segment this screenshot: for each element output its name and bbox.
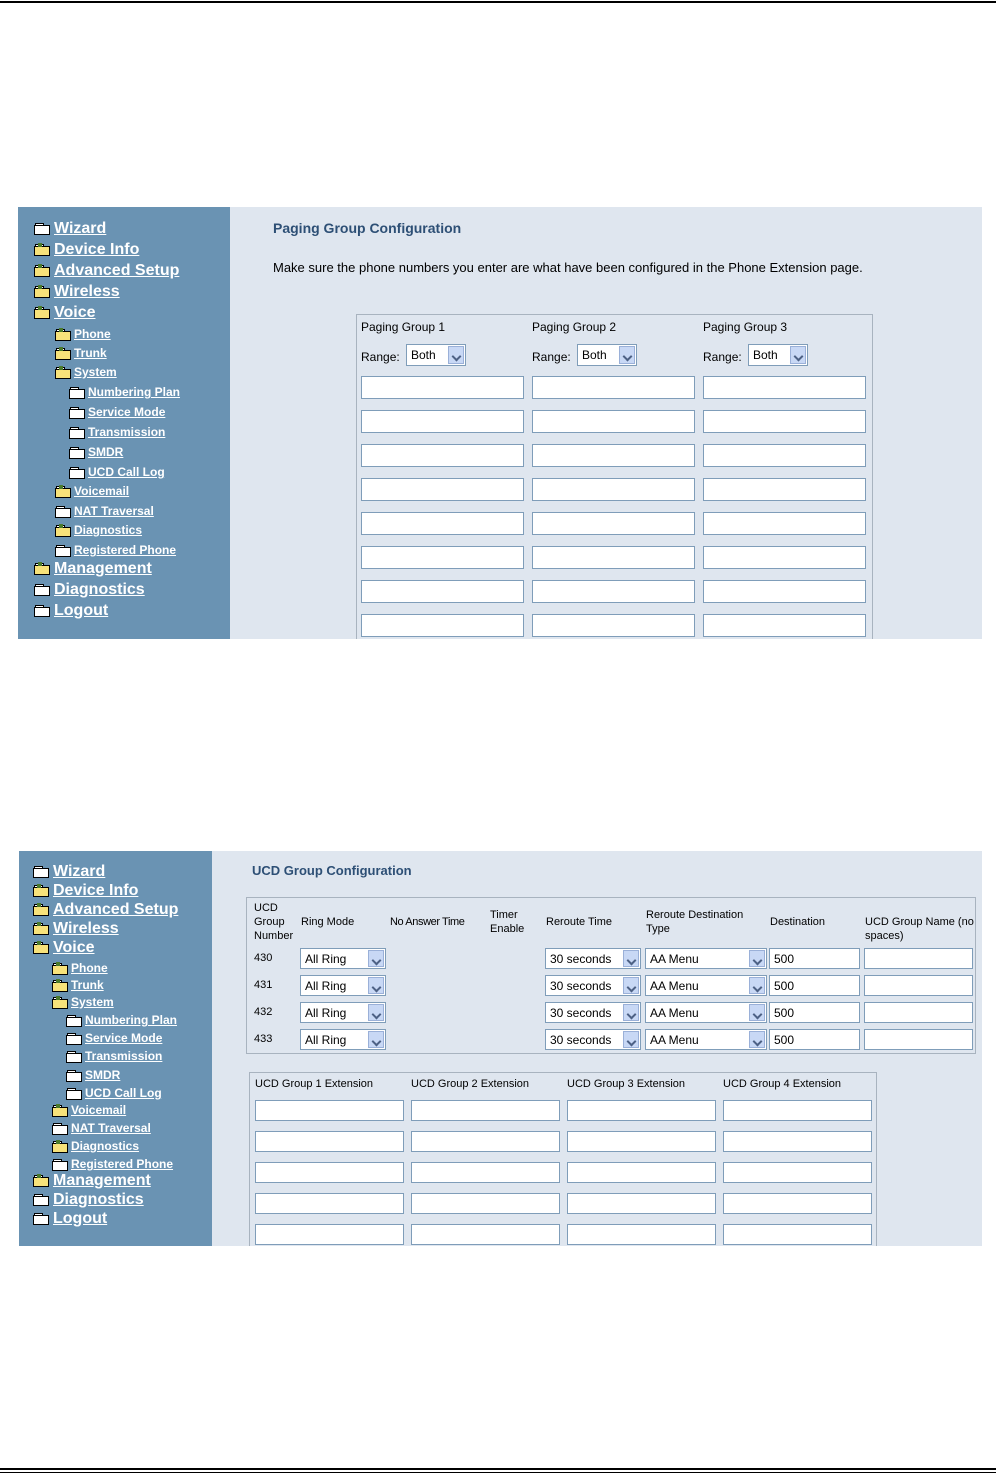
folder-open-icon	[34, 244, 50, 256]
header-ring-mode: Ring Mode	[301, 916, 355, 928]
folder-icon	[52, 1123, 67, 1134]
ucd-extension-header: UCD Group 1 Extension	[255, 1078, 373, 1090]
paging-number-input[interactable]	[703, 376, 866, 399]
ring-mode-select-value: All Ring	[305, 1033, 347, 1047]
chevron-down-icon	[623, 1031, 639, 1048]
nav-device-info[interactable]	[33, 882, 138, 900]
folder-open-icon	[55, 329, 70, 340]
folder-icon	[55, 506, 70, 517]
folder-body	[34, 607, 50, 617]
nav-label: Diagnostics	[74, 523, 143, 537]
nav-label: Registered Phone	[74, 543, 177, 557]
paging-number-input[interactable]	[532, 444, 695, 467]
nav-wizard[interactable]	[34, 220, 106, 238]
folder-body	[69, 429, 85, 439]
nav-diagnostics-sub[interactable]	[52, 1139, 139, 1153]
folder-body	[55, 508, 71, 518]
paging-number-input[interactable]	[532, 410, 695, 433]
ucd-group-name-input[interactable]	[864, 1029, 973, 1050]
folder-icon	[69, 427, 84, 438]
nav-label: Advanced Setup	[53, 901, 179, 918]
ucd-group-name-input[interactable]	[864, 1002, 973, 1023]
ucd-extension-input[interactable]	[411, 1193, 560, 1214]
reroute-time-select[interactable]	[545, 1029, 641, 1050]
nav-label: Logout	[54, 602, 109, 619]
folder-open-icon	[33, 923, 49, 935]
folder-body	[34, 267, 50, 277]
paging-main	[230, 207, 982, 639]
nav-label: Management	[54, 560, 152, 577]
nav-wizard[interactable]	[33, 863, 105, 881]
ucd-extension-input[interactable]	[411, 1162, 560, 1183]
nav-phone[interactable]	[55, 327, 111, 341]
reroute-destination-select[interactable]	[645, 975, 767, 996]
ring-mode-select[interactable]	[300, 975, 386, 996]
ucd-extension-input[interactable]	[255, 1131, 404, 1152]
reroute-destination-select[interactable]	[645, 1029, 767, 1050]
reroute-destination-select-value: AA Menu	[650, 979, 699, 993]
nav-voice[interactable]	[34, 304, 96, 322]
folder-body	[52, 1143, 68, 1153]
paging-number-input[interactable]	[703, 614, 866, 637]
nav-label: Voicemail	[71, 1103, 127, 1117]
ring-mode-select-value: All Ring	[305, 979, 347, 993]
nav-label: Management	[53, 1172, 151, 1189]
ucd-group-number: 433	[254, 1033, 273, 1045]
paging-number-input[interactable]	[361, 410, 524, 433]
paging-screenshot	[18, 207, 982, 639]
folder-open-icon	[34, 307, 50, 319]
range-select-value: Both	[411, 348, 436, 362]
nav-voicemail[interactable]	[55, 484, 129, 498]
ucd-group-name-input[interactable]	[864, 948, 973, 969]
ucd-extension-header: UCD Group 4 Extension	[723, 1078, 841, 1090]
chevron-down-icon	[623, 977, 639, 994]
nav-label: Diagnostics	[54, 581, 145, 598]
paging-number-input[interactable]	[532, 478, 695, 501]
folder-icon	[69, 387, 84, 398]
nav-label: UCD Call Log	[88, 465, 165, 479]
chevron-down-icon	[790, 346, 806, 364]
folder-body	[52, 1125, 68, 1135]
folder-icon	[33, 1213, 49, 1225]
ring-mode-select[interactable]	[300, 1002, 386, 1023]
folder-body	[55, 369, 71, 379]
paging-number-input[interactable]	[703, 580, 866, 603]
nav-advanced-setup[interactable]	[33, 901, 178, 919]
folder-icon	[69, 447, 84, 458]
folder-body	[69, 469, 85, 479]
nav-transmission[interactable]	[66, 1049, 162, 1063]
header-group-number: UCD Group Number	[254, 902, 294, 942]
folder-body	[55, 488, 71, 498]
ucd-extension-input[interactable]	[567, 1100, 716, 1121]
folder-body	[52, 999, 68, 1009]
ring-mode-select[interactable]	[300, 1029, 386, 1050]
ucd-screenshot	[19, 851, 982, 1246]
chevron-down-icon	[368, 1004, 384, 1021]
nav-voicemail[interactable]	[52, 1103, 126, 1117]
folder-open-icon	[33, 1175, 49, 1187]
folder-open-icon	[33, 942, 49, 954]
folder-open-icon	[52, 980, 67, 991]
folder-body	[33, 868, 49, 878]
chevron-down-icon	[368, 977, 384, 994]
reroute-time-select-value: 30 seconds	[550, 979, 612, 993]
ucd-extension-input[interactable]	[567, 1193, 716, 1214]
folder-body	[69, 449, 85, 459]
folder-icon	[66, 1033, 81, 1044]
folder-body	[52, 1107, 68, 1117]
paging-number-input[interactable]	[703, 512, 866, 535]
ucd-extension-input[interactable]	[567, 1224, 716, 1245]
paging-number-input[interactable]	[703, 444, 866, 467]
nav-device-info[interactable]	[34, 241, 139, 259]
folder-open-icon	[33, 885, 49, 897]
folder-open-icon	[34, 265, 50, 277]
nav-numbering-plan[interactable]	[66, 1013, 177, 1027]
chevron-down-icon	[749, 950, 765, 967]
header-no-answer-time: No Answer Time	[390, 916, 465, 928]
range-select[interactable]	[748, 344, 808, 366]
nav-ucd-call-log[interactable]	[66, 1086, 162, 1100]
reroute-time-select-value: 30 seconds	[550, 1006, 612, 1020]
reroute-destination-select-value: AA Menu	[650, 1006, 699, 1020]
nav-label: UCD Call Log	[85, 1086, 162, 1100]
paging-number-input[interactable]	[361, 478, 524, 501]
header-destination: Destination	[770, 916, 826, 928]
paging-group-label: Paging Group 2	[532, 320, 617, 334]
nav-label: Logout	[53, 1210, 108, 1227]
ucd-extension-input[interactable]	[255, 1100, 404, 1121]
folder-body	[34, 225, 50, 235]
nav-label: System	[71, 995, 114, 1009]
folder-body	[69, 409, 85, 419]
nav-diagnostics-sub[interactable]	[55, 523, 142, 537]
chevron-down-icon	[368, 1031, 384, 1048]
folder-body	[55, 527, 71, 537]
ucd-extension-input[interactable]	[567, 1131, 716, 1152]
folder-icon	[66, 1070, 81, 1081]
paging-number-input[interactable]	[703, 410, 866, 433]
paging-number-input[interactable]	[703, 478, 866, 501]
nav-nat-traversal[interactable]	[52, 1121, 151, 1135]
folder-open-icon	[52, 1141, 67, 1152]
nav-ucd-call-log[interactable]	[69, 465, 165, 479]
folder-body	[33, 1196, 49, 1206]
destination-input[interactable]	[769, 1002, 860, 1023]
ucd-extension-input[interactable]	[411, 1100, 560, 1121]
nav-diagnostics[interactable]	[33, 1191, 144, 1209]
page-bottom-rule-thin	[0, 1472, 996, 1473]
folder-body	[55, 350, 71, 360]
ucd-extension-input[interactable]	[723, 1193, 872, 1214]
folder-icon	[33, 866, 49, 878]
page-note: Make sure the phone numbers you enter are what have been configured in the Phone Extension page.	[273, 260, 863, 275]
nav-label: Service Mode	[85, 1031, 163, 1045]
reroute-time-select-value: 30 seconds	[550, 1033, 612, 1047]
paging-number-input[interactable]	[532, 614, 695, 637]
folder-open-icon	[34, 286, 50, 298]
ring-mode-select-value: All Ring	[305, 952, 347, 966]
paging-group-label: Paging Group 1	[361, 320, 446, 334]
folder-open-icon	[55, 525, 70, 536]
folder-open-icon	[34, 563, 50, 575]
paging-number-input[interactable]	[703, 546, 866, 569]
nav-advanced-setup[interactable]	[34, 262, 179, 280]
folder-body	[66, 1072, 82, 1082]
nav-service-mode[interactable]	[66, 1031, 162, 1045]
folder-open-icon	[55, 486, 70, 497]
page-title: UCD Group Configuration	[252, 863, 412, 878]
nav-service-mode[interactable]	[69, 405, 165, 419]
nav-label: Trunk	[71, 978, 104, 992]
range-select[interactable]	[406, 344, 466, 366]
nav-label: Wireless	[53, 920, 119, 937]
folder-body	[34, 246, 50, 256]
reroute-time-select[interactable]	[545, 948, 641, 969]
nav-label: Advanced Setup	[54, 262, 180, 279]
chevron-down-icon	[749, 1031, 765, 1048]
range-select-value: Both	[582, 348, 607, 362]
folder-open-icon	[52, 997, 67, 1008]
folder-body	[52, 982, 68, 992]
ucd-extension-input[interactable]	[567, 1162, 716, 1183]
sidebar	[19, 851, 212, 1246]
folder-body	[33, 925, 49, 935]
folder-body	[34, 565, 50, 575]
paging-group-label: Paging Group 3	[703, 320, 788, 334]
nav-label: Wireless	[54, 283, 120, 300]
nav-label: Service Mode	[88, 405, 166, 419]
ucd-extension-input[interactable]	[255, 1162, 404, 1183]
ucd-extension-input[interactable]	[411, 1224, 560, 1245]
chevron-down-icon	[749, 977, 765, 994]
folder-open-icon	[55, 367, 70, 378]
nav-system[interactable]	[52, 995, 114, 1009]
folder-icon	[69, 407, 84, 418]
nav-label: Diagnostics	[53, 1191, 144, 1208]
folder-body	[33, 1215, 49, 1225]
nav-registered-phone[interactable]	[55, 543, 176, 557]
paging-number-input[interactable]	[361, 512, 524, 535]
destination-input[interactable]	[769, 975, 860, 996]
folder-icon	[34, 584, 50, 596]
reroute-destination-select[interactable]	[645, 1002, 767, 1023]
nav-numbering-plan[interactable]	[69, 385, 180, 399]
nav-label: Wizard	[53, 863, 106, 880]
nav-label: Numbering Plan	[88, 385, 181, 399]
nav-label: Device Info	[54, 241, 140, 258]
nav-label: NAT Traversal	[74, 504, 154, 518]
header-timer-enable: Timer Enable	[490, 909, 525, 935]
nav-wireless[interactable]	[34, 283, 120, 301]
ucd-extension-input[interactable]	[255, 1193, 404, 1214]
nav-management[interactable]	[34, 560, 152, 578]
folder-icon	[66, 1051, 81, 1062]
ucd-extension-input[interactable]	[411, 1131, 560, 1152]
ucd-group-number: 432	[254, 1006, 273, 1018]
ring-mode-select-value: All Ring	[305, 1006, 347, 1020]
ucd-group-name-input[interactable]	[864, 975, 973, 996]
folder-open-icon	[33, 904, 49, 916]
chevron-down-icon	[368, 950, 384, 967]
folder-body	[33, 887, 49, 897]
paging-number-input[interactable]	[361, 376, 524, 399]
folder-body	[66, 1090, 82, 1100]
nav-nat-traversal[interactable]	[55, 504, 154, 518]
page-bottom-rule	[0, 1468, 996, 1470]
folder-open-icon	[55, 348, 70, 359]
page-title: Paging Group Configuration	[273, 220, 462, 236]
nav-label: SMDR	[85, 1068, 121, 1082]
folder-body	[66, 1017, 82, 1027]
nav-label: Diagnostics	[71, 1139, 140, 1153]
folder-body	[52, 1161, 68, 1171]
folder-icon	[34, 223, 50, 235]
nav-label: Transmission	[88, 425, 166, 439]
nav-logout[interactable]	[34, 602, 108, 620]
folder-body	[34, 586, 50, 596]
range-select-value: Both	[753, 348, 778, 362]
range-select[interactable]	[577, 344, 637, 366]
folder-icon	[52, 1159, 67, 1170]
ucd-main	[212, 851, 982, 1246]
nav-label: Phone	[71, 961, 108, 975]
chevron-down-icon	[619, 346, 635, 364]
nav-label: Trunk	[74, 346, 107, 360]
ucd-extension-input[interactable]	[723, 1224, 872, 1245]
folder-body	[66, 1035, 82, 1045]
reroute-destination-select-value: AA Menu	[650, 1033, 699, 1047]
sidebar	[18, 207, 230, 639]
reroute-destination-select-value: AA Menu	[650, 952, 699, 966]
nav-phone[interactable]	[52, 961, 108, 975]
nav-diagnostics[interactable]	[34, 581, 145, 599]
folder-icon	[66, 1088, 81, 1099]
ring-mode-select[interactable]	[300, 948, 386, 969]
folder-body	[34, 309, 50, 319]
chevron-down-icon	[749, 1004, 765, 1021]
paging-number-input[interactable]	[532, 580, 695, 603]
reroute-time-select-value: 30 seconds	[550, 952, 612, 966]
nav-label: Numbering Plan	[85, 1013, 178, 1027]
range-label: Range:	[361, 350, 400, 364]
nav-label: Transmission	[85, 1049, 163, 1063]
chevron-down-icon	[448, 346, 464, 364]
folder-icon	[33, 1194, 49, 1206]
folder-icon	[55, 545, 70, 556]
paging-number-input[interactable]	[532, 546, 695, 569]
nav-transmission[interactable]	[69, 425, 165, 439]
header-ucd-group-name: UCD Group Name (no spaces)	[865, 916, 974, 942]
reroute-time-select[interactable]	[545, 1002, 641, 1023]
nav-label: Voice	[53, 939, 95, 956]
paging-number-input[interactable]	[532, 512, 695, 535]
folder-open-icon	[52, 1105, 67, 1116]
range-label: Range:	[532, 350, 571, 364]
nav-registered-phone[interactable]	[52, 1157, 173, 1171]
nav-label: Device Info	[53, 882, 139, 899]
folder-body	[55, 547, 71, 557]
paging-number-input[interactable]	[361, 614, 524, 637]
nav-label: Registered Phone	[71, 1157, 174, 1171]
nav-trunk[interactable]	[55, 346, 107, 360]
folder-body	[34, 288, 50, 298]
folder-body	[33, 944, 49, 954]
nav-system[interactable]	[55, 365, 117, 379]
folder-body	[66, 1053, 82, 1063]
folder-icon	[66, 1015, 81, 1026]
nav-label: Wizard	[54, 220, 107, 237]
ucd-extension-header: UCD Group 2 Extension	[411, 1078, 529, 1090]
ucd-group-number: 431	[254, 979, 273, 991]
chevron-down-icon	[623, 950, 639, 967]
range-label: Range:	[703, 350, 742, 364]
ucd-extension-input[interactable]	[255, 1224, 404, 1245]
ucd-extension-input[interactable]	[723, 1131, 872, 1152]
folder-body	[52, 965, 68, 975]
nav-smdr[interactable]	[69, 445, 123, 459]
nav-label: NAT Traversal	[71, 1121, 151, 1135]
ucd-extension-input[interactable]	[723, 1162, 872, 1183]
nav-label: System	[74, 365, 117, 379]
destination-input[interactable]	[769, 948, 860, 969]
nav-smdr[interactable]	[66, 1068, 120, 1082]
ucd-extension-table	[249, 1072, 877, 1246]
header-reroute-time: Reroute Time	[546, 916, 613, 928]
folder-icon	[34, 605, 50, 617]
chevron-down-icon	[623, 1004, 639, 1021]
page-top-rule	[0, 1, 996, 3]
paging-number-input[interactable]	[361, 580, 524, 603]
folder-open-icon	[52, 963, 67, 974]
destination-input[interactable]	[769, 1029, 860, 1050]
folder-body	[33, 906, 49, 916]
header-reroute-destination-type: Reroute Destination Type	[646, 909, 744, 935]
paging-number-input[interactable]	[361, 444, 524, 467]
nav-trunk[interactable]	[52, 978, 104, 992]
nav-logout[interactable]	[33, 1210, 107, 1228]
nav-voice[interactable]	[33, 939, 95, 957]
reroute-time-select[interactable]	[545, 975, 641, 996]
reroute-destination-select[interactable]	[645, 948, 767, 969]
folder-icon	[69, 467, 84, 478]
folder-body	[33, 1177, 49, 1187]
nav-label: SMDR	[88, 445, 124, 459]
nav-label: Voicemail	[74, 484, 130, 498]
folder-body	[55, 331, 71, 341]
ucd-extension-input[interactable]	[723, 1100, 872, 1121]
paging-number-input[interactable]	[361, 546, 524, 569]
nav-label: Voice	[54, 304, 96, 321]
paging-number-input[interactable]	[532, 376, 695, 399]
nav-label: Phone	[74, 327, 111, 341]
nav-wireless[interactable]	[33, 920, 119, 938]
nav-management[interactable]	[33, 1172, 151, 1190]
ucd-group-number: 430	[254, 952, 273, 964]
folder-body	[69, 389, 85, 399]
ucd-extension-header: UCD Group 3 Extension	[567, 1078, 685, 1090]
